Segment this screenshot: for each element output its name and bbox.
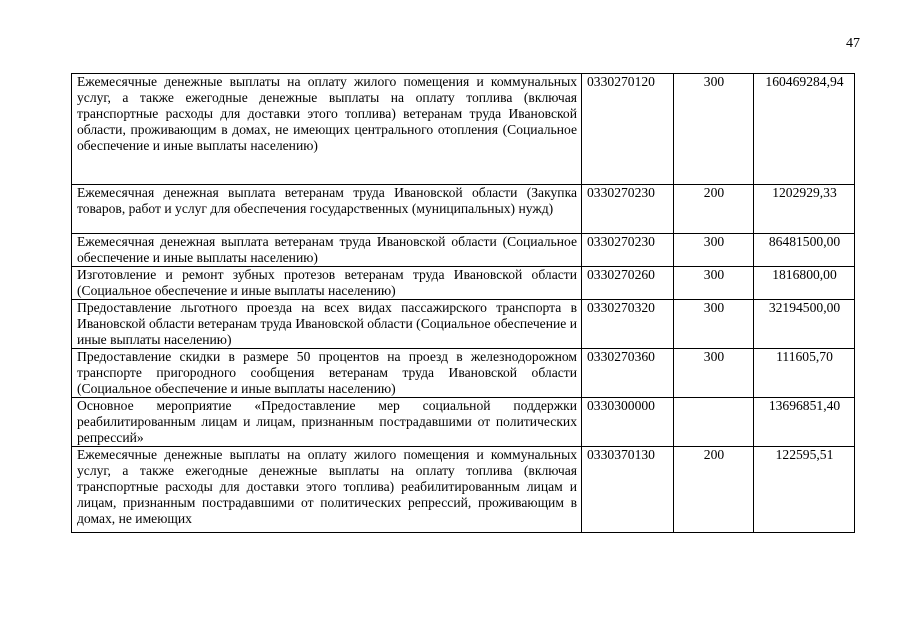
- target-code-cell: 0330270320: [582, 300, 674, 349]
- amount-cell: 32194500,00: [754, 300, 855, 349]
- amount-cell: 13696851,40: [754, 398, 855, 447]
- table-row: [72, 398, 855, 447]
- target-code-cell: 0330270120: [582, 74, 674, 185]
- amount-cell: 86481500,00: [754, 234, 855, 267]
- expense-type-cell: 300: [674, 300, 754, 349]
- expense-type-cell: 200: [674, 185, 754, 234]
- amount-cell: 111605,70: [754, 349, 855, 398]
- page-number: 47: [846, 36, 860, 51]
- expense-name-cell: Основное мероприятие «Предоставление мер социальной поддержки реабилитированным лицам и лицам, признанным пострадавшими от политических репрессий»: [72, 398, 582, 447]
- table-row: [72, 300, 855, 349]
- target-code-cell: 0330270260: [582, 267, 674, 300]
- table-row: [72, 185, 855, 234]
- expense-name-cell: Ежемесячные денежные выплаты на оплату жилого помещения и коммунальных услуг, а также ежегодные денежные выплаты на оплату топлива (включая транспортные расходы для доставки этого топлива) ветеранам труда Ивановской области, проживающим в домах, не имеющих центрального отопления (Социальное обеспечение и иные выплаты населению): [72, 74, 582, 185]
- expense-type-cell: 200: [674, 447, 754, 533]
- expense-name-cell: Изготовление и ремонт зубных протезов ветеранам труда Ивановской области (Социальное обеспечение и иные выплаты населению): [72, 267, 582, 300]
- expense-name-cell: Предоставление льготного проезда на всех видах пассажирского транспорта в Ивановской области ветеранам труда Ивановской области (Социальное обеспечение и иные выплаты населению): [72, 300, 582, 349]
- expense-name-cell: Ежемесячная денежная выплата ветеранам труда Ивановской области (Закупка товаров, работ и услуг для обеспечения государственных (муниципальных) нужд): [72, 185, 582, 234]
- target-code-cell: 0330370130: [582, 447, 674, 533]
- amount-cell: 1816800,00: [754, 267, 855, 300]
- amount-cell: 122595,51: [754, 447, 855, 533]
- table-row: [72, 234, 855, 267]
- target-code-cell: 0330270230: [582, 234, 674, 267]
- table-row: [72, 447, 855, 533]
- expense-name-cell: Предоставление скидки в размере 50 процентов на проезд в железнодорожном транспорте пригородного сообщения ветеранам труда Ивановской области (Социальное обеспечение и иные выплаты населению): [72, 349, 582, 398]
- table-row: [72, 267, 855, 300]
- amount-cell: 160469284,94: [754, 74, 855, 185]
- amount-cell: 1202929,33: [754, 185, 855, 234]
- budget-table: [71, 73, 855, 533]
- expense-type-cell: [674, 398, 754, 447]
- expense-name-cell: Ежемесячная денежная выплата ветеранам труда Ивановской области (Социальное обеспечение и иные выплаты населению): [72, 234, 582, 267]
- expense-type-cell: 300: [674, 267, 754, 300]
- table-row: [72, 74, 855, 185]
- target-code-cell: 0330300000: [582, 398, 674, 447]
- expense-name-cell: Ежемесячные денежные выплаты на оплату жилого помещения и коммунальных услуг, а также ежегодные денежные выплаты на оплату топлива (включая транспортные расходы для доставки этого топлива) реабилитированным лицам и лицам, признанным пострадавшими от политических репрессий, проживающим в домах, не имеющих: [72, 447, 582, 533]
- expense-type-cell: 300: [674, 74, 754, 185]
- expense-type-cell: 300: [674, 349, 754, 398]
- expense-type-cell: 300: [674, 234, 754, 267]
- table-row: [72, 349, 855, 398]
- target-code-cell: 0330270230: [582, 185, 674, 234]
- target-code-cell: 0330270360: [582, 349, 674, 398]
